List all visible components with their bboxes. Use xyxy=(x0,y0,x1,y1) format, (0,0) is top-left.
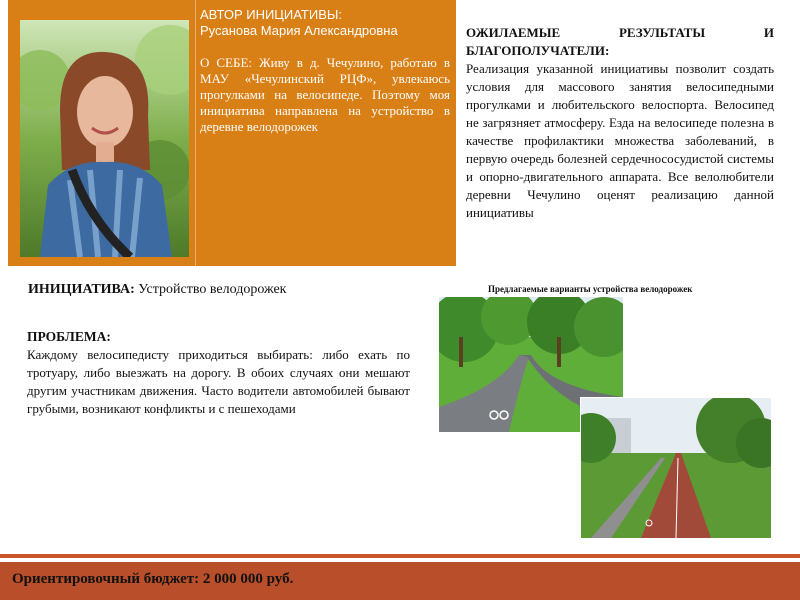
panel-divider xyxy=(195,0,196,266)
budget-text: Ориентировочный бюджет: 2 000 000 руб. xyxy=(12,571,294,587)
author-photo xyxy=(20,20,189,257)
variants-caption: Предлагаемые варианты устройства велодорожек xyxy=(488,284,693,294)
problem-heading: ПРОБЛЕМА: xyxy=(27,329,111,344)
problem-section xyxy=(27,328,410,418)
author-about: О СЕБЕ: Живу в д. Чечулино, работаю в МАУ «Чечулинский РЦФ», увлекаюсь прогулками на велосипеде. Поэтому моя инициатива направлена на устройство в деревне велодорожек xyxy=(200,55,450,134)
author-info xyxy=(200,7,450,135)
initiative-label: ИНИЦИАТИВА: xyxy=(28,282,135,297)
results-heading: ОЖИЛАЕМЫЕ РЕЗУЛЬТАТЫ И БЛАГОПОЛУЧАТЕЛИ: xyxy=(466,25,774,58)
problem-body: Каждому велосипедисту приходиться выбирать: либо ехать по тротуару, либо выезжать на дорогу. В обоих случаях они мешают другим участникам движения. Часто водители автомобилей бывают грубыми, возникают конфликты и с пешеходами xyxy=(27,347,410,416)
footer-accent-line xyxy=(0,554,800,558)
initiative-line xyxy=(28,282,286,298)
author-name: Русанова Мария Александровна xyxy=(200,23,398,38)
author-heading: АВТОР ИНИЦИАТИВЫ: xyxy=(200,7,342,22)
bike-path-photo-2 xyxy=(580,397,772,539)
results-body: Реализация указанной инициативы позволит создать условия для массового занятия велосипедными прогулками и любительского велоспорта. Велосипед не загрязняет атмосферу. Езда на велосипеде полезна в качестве профилактики множества заболеваний, в первую очередь болезней сердечнососудистой системы и опорно-двигательного аппарата. Все велолюбители деревни Чечулино оценят реализацию данной инициативы xyxy=(466,61,774,220)
expected-results xyxy=(466,24,774,222)
initiative-value: Устройство велодорожек xyxy=(134,282,287,297)
